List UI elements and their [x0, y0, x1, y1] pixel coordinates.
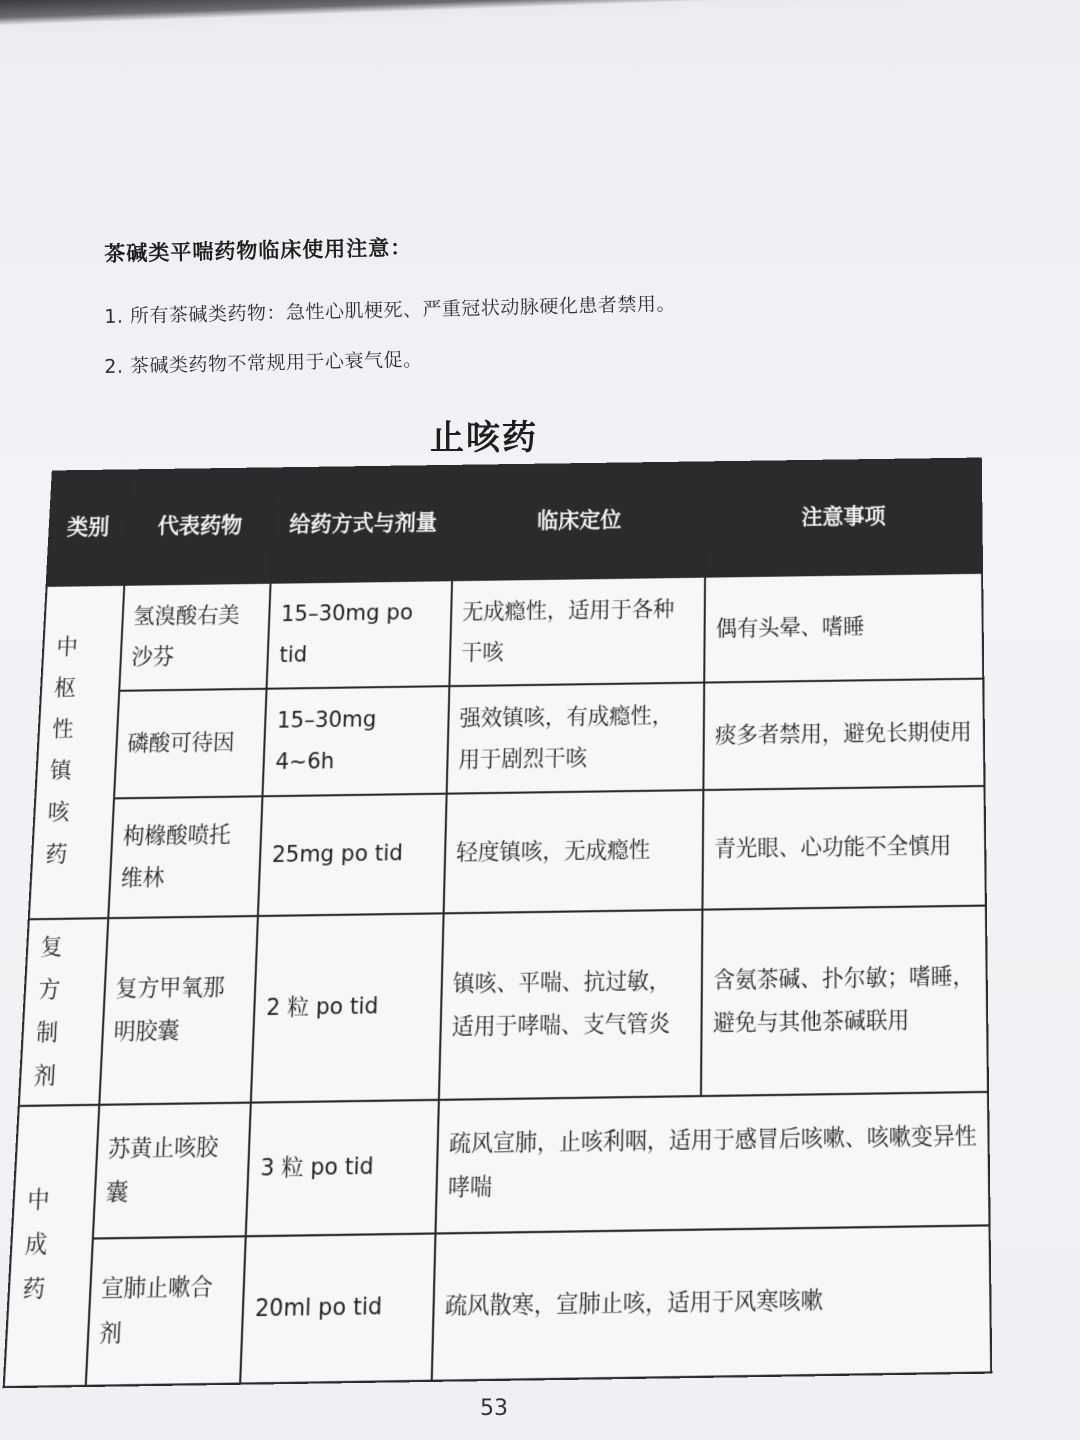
drug-cell: 枸橼酸喷托维林	[108, 796, 263, 918]
header-notes: 注意事项	[705, 459, 982, 577]
antitussive-table	[3, 458, 993, 1388]
category-cell: 复方制剂	[19, 918, 108, 1105]
table-row	[35, 679, 984, 800]
position-notes-cell: 疏风宣肺，止咳利咽，适用于感冒后咳嗽、咳嗽变异性哮喘	[435, 1091, 989, 1233]
table-row	[4, 1225, 991, 1387]
position-cell: 镇咳、平喘、抗过敏，适用于哮喘、支气管炎	[439, 910, 703, 1100]
table-row	[19, 906, 988, 1106]
dose-cell: 15–30mg po tid	[267, 580, 452, 689]
drug-cell: 苏黄止咳胶囊	[92, 1102, 251, 1238]
section-title: 止咳药	[430, 418, 538, 458]
header-position: 临床定位	[452, 462, 706, 580]
page-number: 53	[480, 1396, 508, 1421]
category-cell: 中成药	[4, 1104, 99, 1386]
table-row	[29, 786, 986, 919]
position-cell: 强效镇咳，有成瘾性，用于剧烈干咳	[446, 683, 704, 794]
dose-cell: 20ml po tid	[241, 1233, 436, 1383]
position-notes-cell: 疏风散寒，宣肺止咳，适用于风寒咳嗽	[432, 1225, 992, 1380]
category-cell: 中枢性镇咳药	[29, 585, 124, 919]
drug-cell: 宣肺止嗽合剂	[85, 1236, 246, 1386]
position-cell: 无成瘾性，适用于各种干咳	[449, 577, 705, 686]
dose-cell: 3 粒 po tid	[246, 1099, 438, 1235]
header-dose: 给药方式与剂量	[271, 466, 455, 583]
drug-cell: 磷酸可待因	[114, 689, 267, 799]
dose-cell: 2 粒 po tid	[251, 913, 443, 1102]
theophylline-heading: 茶碱类平喘药物临床使用注意：	[104, 235, 413, 266]
position-cell: 轻度镇咳，无成瘾性	[443, 790, 703, 913]
table-row	[12, 1091, 990, 1239]
dose-cell: 15–30mg 4~6h	[263, 686, 449, 796]
notes-cell: 痰多者禁用，避免长期使用	[703, 679, 984, 790]
drug-cell: 复方甲氧那明胶囊	[99, 916, 259, 1104]
page-top-shadow	[0, 0, 1080, 60]
table-row	[41, 573, 983, 692]
dose-cell: 25mg po tid	[258, 794, 446, 916]
notes-cell: 含氨茶碱、扑尔敏；嗜睡，避免与其他茶碱联用	[701, 906, 988, 1096]
notes-cell: 青光眼、心功能不全慎用	[702, 786, 986, 910]
note-item-1: 1. 所有茶碱类药物：急性心肌梗死、严重冠状动脉硬化患者禁用。	[104, 293, 677, 328]
notes-cell: 偶有头晕、嗜睡	[704, 573, 983, 683]
antitussive-table-wrap	[3, 458, 993, 1388]
note-item-2: 2. 茶碱类药物不常规用于心衰气促。	[104, 348, 423, 378]
header-drug: 代表药物	[124, 468, 275, 584]
drug-cell: 氢溴酸右美沙芬	[119, 583, 271, 691]
table-header-row	[47, 459, 982, 586]
header-category: 类别	[47, 470, 130, 586]
